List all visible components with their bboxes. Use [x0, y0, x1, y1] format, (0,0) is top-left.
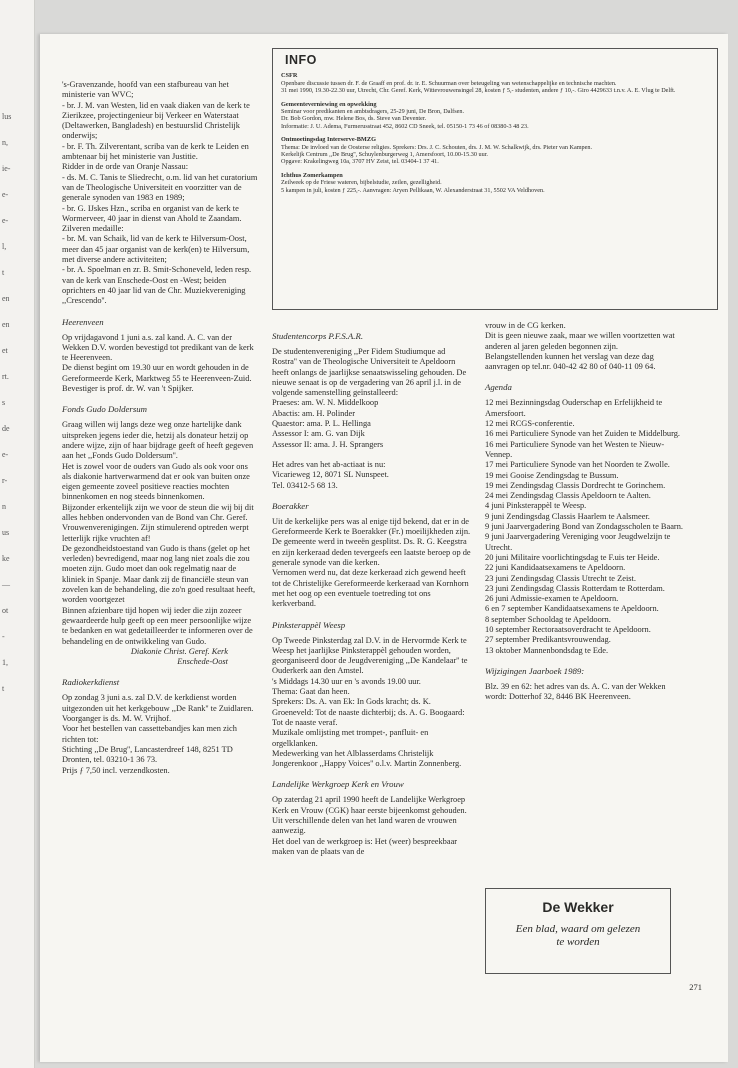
- previous-page-edge: [0, 0, 35, 1068]
- edge-text-fragment: —: [2, 580, 10, 589]
- paragraph: Op zondag 3 juni a.s. zal D.V. de kerkdienst worden uitgezonden uit het kerkgebouw ,,De Rank'' te Zuidlaren. Voorganger is ds. M. W. Vrijhof.: [62, 693, 254, 724]
- paragraph: Tel. 03412-5 68 13.: [272, 480, 338, 490]
- edge-text-fragment: t: [2, 268, 5, 277]
- edge-text-fragment: e-: [2, 216, 9, 225]
- paragraph: 16 mei Particuliere Synode van het Zuiden te Middelburg.: [485, 429, 680, 439]
- section-gap: [62, 394, 258, 404]
- paragraph: 9 juni Zendingsdag Classis Haarlem te Aalsmeer.: [485, 511, 650, 521]
- paragraph: Thema: Gaat dan heen.: [272, 687, 350, 697]
- section-heading: Wijzigingen Jaarboek 1989:: [485, 665, 585, 676]
- edge-text-fragment: us: [2, 528, 10, 537]
- column-middle: [272, 321, 472, 857]
- edge-text-fragment: -: [2, 632, 5, 641]
- paragraph: Het is zowel voor de ouders van Gudo als ook voor ons als diakonie hartverwarmend dat er ook van buiten onze eigen gemeente zoveel positieve reacties mochten binnenkomen en nog steeds binnenkomen.: [62, 461, 250, 502]
- info-section-title: Ontmoetingsdag Interserve-BMZG: [281, 136, 376, 144]
- paragraph: Uit de kerkelijke pers was al enige tijd bekend, dat er in de Gereformeerde Kerk te Boerakker (Fr.) moeilijkheden zijn.: [272, 516, 471, 537]
- edge-text-fragment: l,: [2, 242, 7, 251]
- info-section-title: Gemeenteverniewing en opwekking: [281, 100, 377, 108]
- paragraph: De dienst begint om 19.30 uur en wordt gehouden in de Gereformeerde Kerk, Marktweg 55 te Heerenveen-Zuid.: [62, 363, 252, 383]
- paragraph: 16 mei Particuliere Synode van het Westen te Nieuw-Vennep.: [485, 439, 665, 459]
- edge-text-fragment: rt.: [2, 372, 9, 381]
- paragraph: Op vrijdagavond 1 juni a.s. zal kand. A. C. van der Wekken D.V. worden bevestigd tot predikant van de kerk te Heerenveen.: [62, 332, 254, 363]
- column-left: [62, 80, 258, 776]
- paragraph: - br. A. Spoelman en zr. B. Smit-Schoneveld, leden resp. van de kerk van Enschede-Oost en -West; beiden oprichters en 40 jaar lid van de Chr. Muziekvereniging ,,Crescendo''.: [62, 265, 252, 306]
- paragraph: Medewerking van het Alblasserdams Christelijk Jongerenkoor ,,Happy Voices'' o.l.v. Martin Zonnenberg.: [272, 748, 462, 769]
- paragraph: De gezondheidstoestand van Gudo is thans (gelet op het verleden) bevredigend, maar nog lang niet zoals die zou moeten zijn. Gudo moet dan ook regelmatig naar de kliniek in Spanje. Maar dank zij de financiële steun van zovelen kan de behandeling, die zo'n goed resultaat heeft, worden voortgezet: [62, 543, 256, 605]
- paragraph: Belangstellenden kunnen het verslag van deze dag aanvragen op tel.nr. 040-42 42 80 of 040-11 09 64.: [485, 351, 656, 372]
- paragraph: Zilveren medaille:: [62, 224, 124, 234]
- edge-text-fragment: en: [2, 294, 10, 303]
- info-section: [281, 72, 709, 94]
- info-section-title: CSFR: [281, 72, 298, 80]
- paragraph: Bijzonder erkentelijk zijn we voor de steun die wij bij dit alles hebben ondervonden van de Bond van Chr. Geref. Vrouwenverenigingen. Zijn stimulerend optreden werpt letterlijk rijke vruchten af!: [62, 502, 254, 543]
- paragraph: 26 juni Admissie-examen te Apeldoorn.: [485, 594, 619, 604]
- paragraph: 4 juni Pinksterappèl te Weesp.: [485, 501, 587, 511]
- section-heading: Radiokerkdienst: [62, 677, 120, 688]
- de-wekker-slogan-line-2: te worden: [556, 936, 600, 948]
- paragraph: 22 juni Kandidaatsexamens te Apeldoorn.: [485, 563, 626, 573]
- section-heading: Pinksterappèl Weesp: [272, 619, 346, 630]
- info-line: Thema: De invloed van de Oosterse religies. Sprekers: Drs. J. C. Schouten, drs. J. M. W. Schalkwijk, drs. Pieter van Kampen.: [281, 143, 593, 151]
- paragraph: 6 en 7 september Kandidaatsexamens te Apeldoorn.: [485, 604, 659, 614]
- paragraph: Graag willen wij langs deze weg onze hartelijke dank uitspreken jegens ieder die, hetzij als donateur hetzij op andere wijze, zijn of haar bijdrage geeft of heeft gegeven aan het ,,Fonds Gudo Doldersum''.: [62, 420, 254, 461]
- paragraph: 19 mei Gooise Zendingsdag te Bussum.: [485, 470, 619, 480]
- info-section: [281, 101, 709, 131]
- paragraph: Binnen afzienbare tijd hopen wij ieder die zijn zozeer gewaardeerde hulp geeft op een meer persoonlijke wijze te bedanken en wat gedetailleerder te informeren over de behandeling en de ontwikkeling van Gudo.: [62, 605, 253, 646]
- paragraph: 27 september Predikantsvrouwendag.: [485, 635, 611, 645]
- edge-text-fragment: ot: [2, 606, 9, 615]
- paragraph: Uit verschillende delen van het land waren de vrouwen aanwezig.: [272, 815, 457, 836]
- info-section: [281, 172, 709, 194]
- paragraph: Op zaterdag 21 april 1990 heeft de Landelijke Werkgroep Kerk en Vrouw (CGK) haar eerste bijeenkomst gehouden.: [272, 795, 467, 815]
- edge-text-fragment: e-: [2, 450, 9, 459]
- paragraph: Vicarieweg 12, 8071 SL Nunspeet.: [272, 470, 389, 480]
- info-line: Openbare discussie tussen dr. F. de Graaff en prof. dr. ir. E. Schuurman over beteugeling van wetenschappelijke en technische machten.: [281, 79, 617, 87]
- info-line: Dr. Bob Gordon, mw. Helene Bos, ds. Steve van Deventer.: [281, 115, 427, 123]
- paragraph: 24 mei Zendingsdag Classis Apeldoorn te Aalten.: [485, 491, 651, 501]
- section-heading: Studentencorps P.F.S.A.R.: [272, 331, 364, 341]
- paragraph: De studentenvereniging ,,Per Fidem Studiumque ad Rostra'' van de Theologische Universiteit te Apeldoorn heeft onlangs de jaarlijkse senaatswisseling gehouden. De nieuwe senaat is op de vergadering van 26 april j.l. in de volgende samenstelling geïnstalleerd:: [272, 347, 467, 398]
- paragraph: 19 mei Zendingsdag Classis Dordrecht te Gorinchem.: [485, 480, 666, 490]
- paragraph: Abactis: am. H. Polinder: [272, 408, 356, 418]
- de-wekker-slogan-line-1: Een blad, waard om gelezen: [515, 923, 641, 935]
- section-heading: Fonds Gudo Doldersum: [62, 404, 148, 415]
- paragraph: 12 mei RCGS-conferentie.: [485, 419, 575, 429]
- paragraph: Praeses: am. W. N. Middelkoop: [272, 398, 379, 408]
- paragraph: 's-Gravenzande, hoofd van een stafbureau van het ministerie van WVC;: [62, 80, 229, 100]
- paragraph: Prijs ƒ 7,50 incl. verzendkosten.: [62, 765, 170, 775]
- section-gap: [62, 307, 258, 317]
- paragraph: - br. J. M. van Westen, lid en vaak diaken van de kerk te Zierikzee, projectingenieur bij Verkeer en Waterstaat (Deltawerken, Bangladesh) en bestuurslid Christelijk onderwijs;: [62, 100, 250, 141]
- section-heading: Heerenveen: [62, 316, 104, 327]
- paragraph: Ridder in de orde van Oranje Nassau:: [62, 162, 189, 172]
- paragraph: 13 oktober Mannenbondsdag te Ede.: [485, 645, 609, 655]
- signature-line: Enschede-Oost: [177, 657, 228, 667]
- paragraph: - br. F. Th. Zilverentant, scriba van de kerk te Leiden en ambtenaar bij het ministerie van Justitie.: [62, 141, 249, 162]
- info-section: [281, 136, 709, 166]
- paragraph: 12 mei Bezinningsdag Ouderschap en Erfelijkheid te Amersfoort.: [485, 398, 663, 418]
- paragraph-gap: [272, 450, 472, 460]
- section-gap: [272, 491, 472, 501]
- paragraph: Blz. 39 en 62: het adres van ds. A. C. van der Wekken wordt: Dotterhof 32, 8446 BK Heerenveen.: [485, 681, 666, 702]
- paragraph: 17 mei Particuliere Synode van het Noorden te Zwolle.: [485, 460, 670, 470]
- edge-text-fragment: ke: [2, 554, 10, 563]
- edge-text-fragment: e-: [2, 190, 9, 199]
- edge-text-fragment: n,: [2, 138, 8, 147]
- paragraph: Bevestiger is prof. dr. W. van 't Spijker.: [62, 384, 194, 394]
- edge-text-fragment: et: [2, 346, 8, 355]
- paragraph: Vernomen werd nu, dat deze kerkeraad zich gewend heeft tot de Christelijke Gereformeerde kerkeraad van Kornhorn met het oog op een eventuele toetreding tot ons kerkverband.: [272, 568, 469, 609]
- info-line: Opgave: Krakelingweg 10a, 3707 HV Zeist, tel. 03404-1 37 41.: [281, 158, 439, 166]
- section-heading: Landelijke Werkgroep Kerk en Vrouw: [272, 779, 404, 790]
- info-box: [272, 48, 718, 310]
- section-gap: [272, 321, 472, 331]
- paragraph: De gemeente werd in tweeën gesplitst. Ds. R. G. Keegstra en zijn kerkeraad deden tevergeefs een laatste beroep op de generale synode van die kerken.: [272, 537, 471, 568]
- paragraph: Het doel van de werkgroep is: Het (weer) bespreekbaar maken van de plaats van de: [272, 836, 458, 856]
- paragraph: 8 september Schooldag te Apeldoorn.: [485, 614, 611, 624]
- info-section-title: Ichthus Zomerkampen: [281, 171, 343, 179]
- de-wekker-title: De Wekker: [542, 899, 614, 915]
- info-line: 31 mei 1990, 19.30-22.30 uur, Utrecht, Chr. Geref. Kerk, Wittevrouwensingel 28, kosten ƒ 5,- studenten, andere ƒ 10,-. Giro 4429633 t.n.v. A. E. Vlug te Delft.: [281, 87, 676, 95]
- info-line: Kerkelijk Centrum ,,De Brug'', Schuylenburgerweg 1, Amersfoort, 10.00-15.30 uur.: [281, 151, 488, 159]
- paragraph: - br. G. IJskes Hzn., scriba en organist van de kerk te Wormerveer, 40 jaar in dienst van Ahold te Zaandam.: [62, 203, 242, 223]
- paragraph: Assessor I: am. G. van Dijk: [272, 429, 365, 439]
- paragraph: 9 juni Jaarvergadering Vereniging voor Jeugdwelzijn te Utrecht.: [485, 532, 671, 552]
- section-gap: [485, 372, 685, 382]
- column-right: [485, 321, 685, 703]
- info-line: 5 kampen in juli, kosten ƒ 225,-. Aanvragen: Aryen Pellikaan, W. Alexanderstraat 31, 5502 VA Veldhoven.: [281, 186, 545, 194]
- edge-text-fragment: en: [2, 320, 10, 329]
- section-heading: Agenda: [485, 382, 512, 393]
- section-gap: [272, 769, 472, 779]
- edge-text-fragment: t: [2, 684, 5, 693]
- section-gap: [62, 667, 258, 677]
- paragraph: Quaestor: ama. P. L. Hellinga: [272, 419, 371, 429]
- de-wekker-box: [485, 888, 671, 974]
- paragraph: 23 juni Zendingsdag Classis Utrecht te Zeist.: [485, 573, 636, 583]
- paragraph: Voor het bestellen van cassettebandjes kan men zich richten tot:: [62, 724, 237, 744]
- paragraph: Stichting ,,De Brug'', Lancasterdreef 148, 8251 TD Dronten, tel. 03210-1 36 73.: [62, 744, 233, 765]
- edge-text-fragment: r-: [2, 476, 8, 485]
- info-line: Zeilweek op de Friese wateren, bijbelstudie, zeilen, gezelligheid.: [281, 179, 442, 187]
- paragraph: - br. M. van Schaik, lid van de kerk te Hilversum-Oost, meer dan 45 jaar organist van de kerk(en) te Hilversum, met diverse andere activiteiten;: [62, 234, 250, 265]
- info-title: INFO: [285, 53, 317, 67]
- paragraph: 's Middags 14.30 uur en 's avonds 19.00 uur.: [272, 676, 421, 686]
- page-number: 271: [689, 982, 702, 992]
- paragraph: 10 september Rectoraatsoverdracht te Apeldoorn.: [485, 625, 651, 635]
- paragraph: 23 juni Zendingsdag Classis Rotterdam te Rotterdam.: [485, 583, 665, 593]
- paragraph: - ds. M. C. Tanis te Sliedrecht, o.m. lid van het curatorium van de Theologische Universiteit en voorzitter van de generale synoden van 1983 en 1989;: [62, 172, 258, 203]
- paragraph: Op Tweede Pinksterdag zal D.V. in de Hervormde Kerk te Weesp het jaarlijkse Pinksterappèl gehouden worden, georganiseerd door de Jeugdvereniging ,,De Kandelaar'' te Ouderkerk aan den Amstel.: [272, 635, 468, 676]
- section-gap: [485, 656, 685, 666]
- paragraph: Assessor II: ama. J. H. Sprangers: [272, 439, 384, 449]
- paragraph: 20 juni Militaire voorlichtingsdag te F.uis ter Heide.: [485, 552, 660, 562]
- edge-text-fragment: 1,: [2, 658, 8, 667]
- paragraph: vrouw in de CG kerken.: [485, 321, 566, 330]
- edge-text-fragment: ie-: [2, 164, 11, 173]
- paragraph: Muzikale omlijsting met trompet-, panfluit- en orgelklanken.: [272, 728, 429, 748]
- signature-line: Diakonie Christ. Geref. Kerk: [130, 646, 228, 656]
- edge-text-fragment: s: [2, 398, 6, 407]
- section-heading: Boerakker: [272, 500, 309, 511]
- paragraph: Sprekers: Ds. A. van Ek: In Gods kracht; ds. K. Groeneveld: Tot de naaste dichterbij; ds. A. G. Boogaard: Tot de naaste veraf.: [272, 697, 465, 727]
- paragraph: Het adres van het ab-actiaat is nu:: [272, 459, 386, 469]
- edge-text-fragment: de: [2, 424, 10, 433]
- section-gap: [272, 610, 472, 620]
- edge-text-fragment: lus: [2, 112, 12, 121]
- info-line: Informatie: J. U. Adema, Furmerusstraat 452, 8602 CD Sneek, tel. 05150-1 73 46 of 08380-3 48 23.: [281, 122, 529, 130]
- info-line: Seminar voor predikanten en ambtsdragers, 25-29 juni, De Bron, Dalfsen.: [281, 108, 464, 116]
- edge-text-fragment: n: [2, 502, 6, 511]
- paragraph: 9 juni Jaarvergadering Bond van Zondagsscholen te Baarn.: [485, 522, 683, 532]
- info-sections: [281, 72, 709, 194]
- magazine-page: [40, 34, 728, 1062]
- paragraph: Dit is geen nieuwe zaak, maar we willen voortzetten wat anderen al jaren geleden begonnen zijn.: [485, 331, 675, 351]
